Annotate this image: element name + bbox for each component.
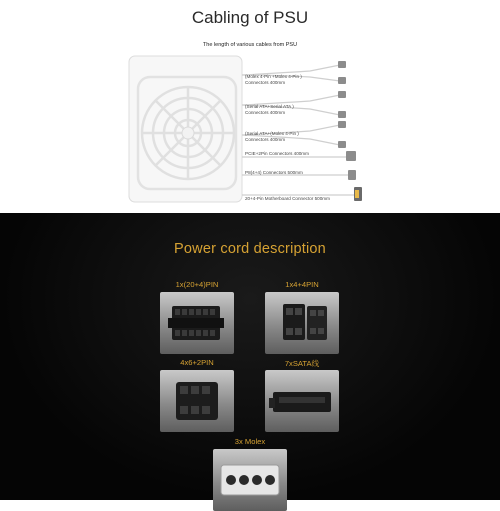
item-label-6plus2pin: 4x6+2PIN [180, 358, 214, 367]
cable-label-pcie: PCIE+2Pin Connectors 400mm [245, 151, 309, 156]
item-label-sata: 7xSATA线 [284, 359, 320, 368]
cabling-title: Cabling of PSU [191, 8, 309, 27]
pcie-8pin-connector-icon [160, 370, 234, 432]
sata-connector-icon [265, 370, 339, 432]
cabling-subtitle: The length of various cables from PSU [202, 42, 298, 48]
atx-24pin-connector-icon [160, 292, 234, 354]
cable-label-sata: (Serial ATA+Serial ATA ) Connectors 400mm [245, 104, 294, 115]
item-label-4plus4pin: 1x4+4PIN [285, 280, 319, 289]
cpu-8pin-connector-icon [265, 292, 339, 354]
item-label-24pin: 1x(20+4)PIN [175, 280, 219, 289]
cable-label-sata-molex: (Serial ATA+(Molex 4-Pin ) Connectors 400mm [245, 131, 299, 142]
psu-fan-grille-icon [128, 55, 243, 203]
molex-connector-icon [213, 449, 287, 511]
item-label-molex: 3x Molex [234, 437, 266, 446]
power-cord-title: Power cord description [174, 241, 326, 257]
cable-label-p8: P8(4+4) Connectors 500mm [245, 170, 303, 175]
cable-label-molex: (Molex 4-Pin +Molex 4-Pin ) Connectors 400mm [245, 74, 302, 85]
cabling-section [0, 0, 500, 213]
cable-label-motherboard: 20+4-Pin Motherboard Connector 500mm [245, 196, 330, 201]
